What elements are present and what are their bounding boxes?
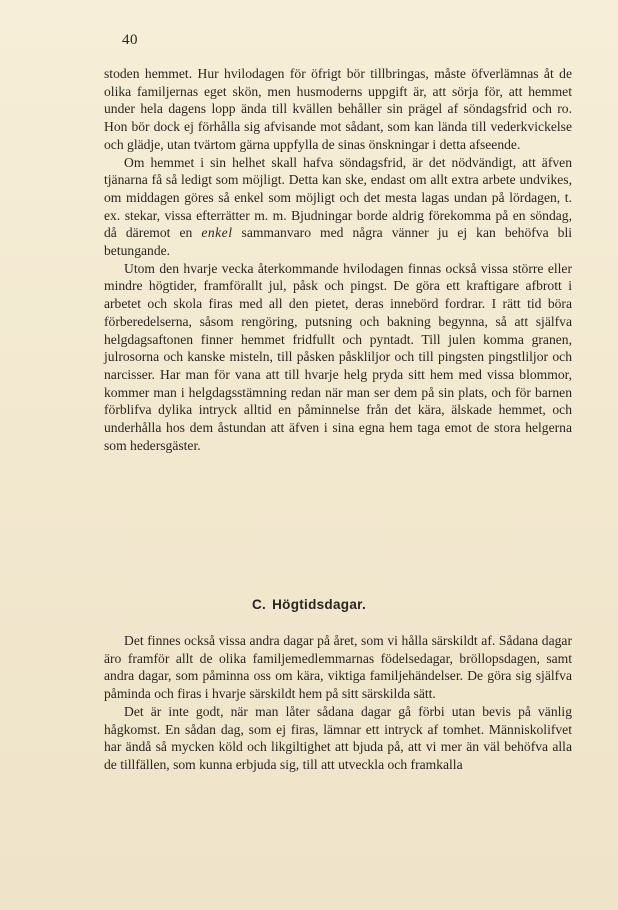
paragraph-2-part-b: sammanvaro med några vänner ju ej kan behöfva bli betungande.	[104, 225, 572, 259]
paragraph-2-part-a: Om hemmet i sin helhet skall hafva söndagsfrid, är det nödvändigt, att äfven tjänarna få så ledigt som möjligt. Detta kan ske, endast om allt extra arbete undvikes, om middagen göres så enkel som möjligt och det mesta lagas undan på lördagen, t. ex. stekar, vissa efterrätter m. m. Bjudningar borde aldrig förekomma på en söndag, då däremot en	[104, 154, 572, 241]
paragraph-5: Det är inte godt, när man låter sådana dagar gå förbi utan bevis på vänlig hågkomst. En sådan dag, som ej firas, lämnar ett intryck af tomhet. Människolifvet har ändå så mycken köld och likgiltighet att bjuda på, att vi mer än väl behöfva alla de tillfällen, som kunna erbjuda sig, till att utveckla och framkalla	[104, 703, 572, 772]
section-number: C.	[251, 597, 267, 612]
text-block-top	[104, 65, 572, 454]
page-number: 40	[122, 32, 138, 48]
section-heading	[0, 597, 618, 612]
text-block-bottom	[104, 632, 572, 774]
emphasis-word: enkel	[201, 225, 233, 241]
section-title: Högtidsdagar.	[272, 597, 367, 612]
paragraph-1: stoden hemmet. Hur hvilodagen för öfrigt bör tillbringas, måste öfverlämnas åt de olika familjernas eget skön, men husmoderns uppgift är, att sörja för, att hemmet under hela dagens lopp ända till kvällen behåller sin prägel af söndagsfrid och ro. Hon bör dock ej förhålla sig afvisande mot sådant, som kan lända till vederkvickelse och glädje, utan tvärtom gärna uppfylla de sinas önskningar i detta afseende.	[104, 66, 572, 152]
paragraph-2	[104, 154, 572, 260]
paragraph-3: Utom den hvarje vecka återkommande hvilodagen finnas också vissa större eller mindre högtider, framförallt jul, påsk och pingst. De göra ett kraftigare afbrott i arbetet och skola firas med all den pietet, deras innebörd fordrar. I rätt tid böra förberedelserna, såsom rengöring, putsning och bakning begynna, så att själfva helgdagsaftonen finner hemmet fridfullt och pyntadt. Till julen komma granen, julrosorna och kanske misteln, till påsken påskliljor och till pingsten pingstliljor och narcisser. Har man för vana att till hvarje helg pryda sitt hem med vissa blommor, kommer man i helgdagsstämning redan när man ser dem på sin plats, och för barnen förblifva dylika intryck alltid en påminnelse från det kära, älskade hemmet, och underhålla hos dem åstundan att äfven i sina egna hem taga emot de stora helgerna som hedersgäster.	[104, 260, 572, 453]
paragraph-4: Det finnes också vissa andra dagar på året, som vi hålla särskildt af. Sådana dagar äro framför allt de olika familjemedlemmarnas födelsedagar, bröllopsdagen, samt andra dagar, som påminna oss om kära, viktiga familjehändelser. De göra sig själfva påminda och firas i hvarje särskildt hem på sitt särskilda sätt.	[104, 633, 572, 702]
